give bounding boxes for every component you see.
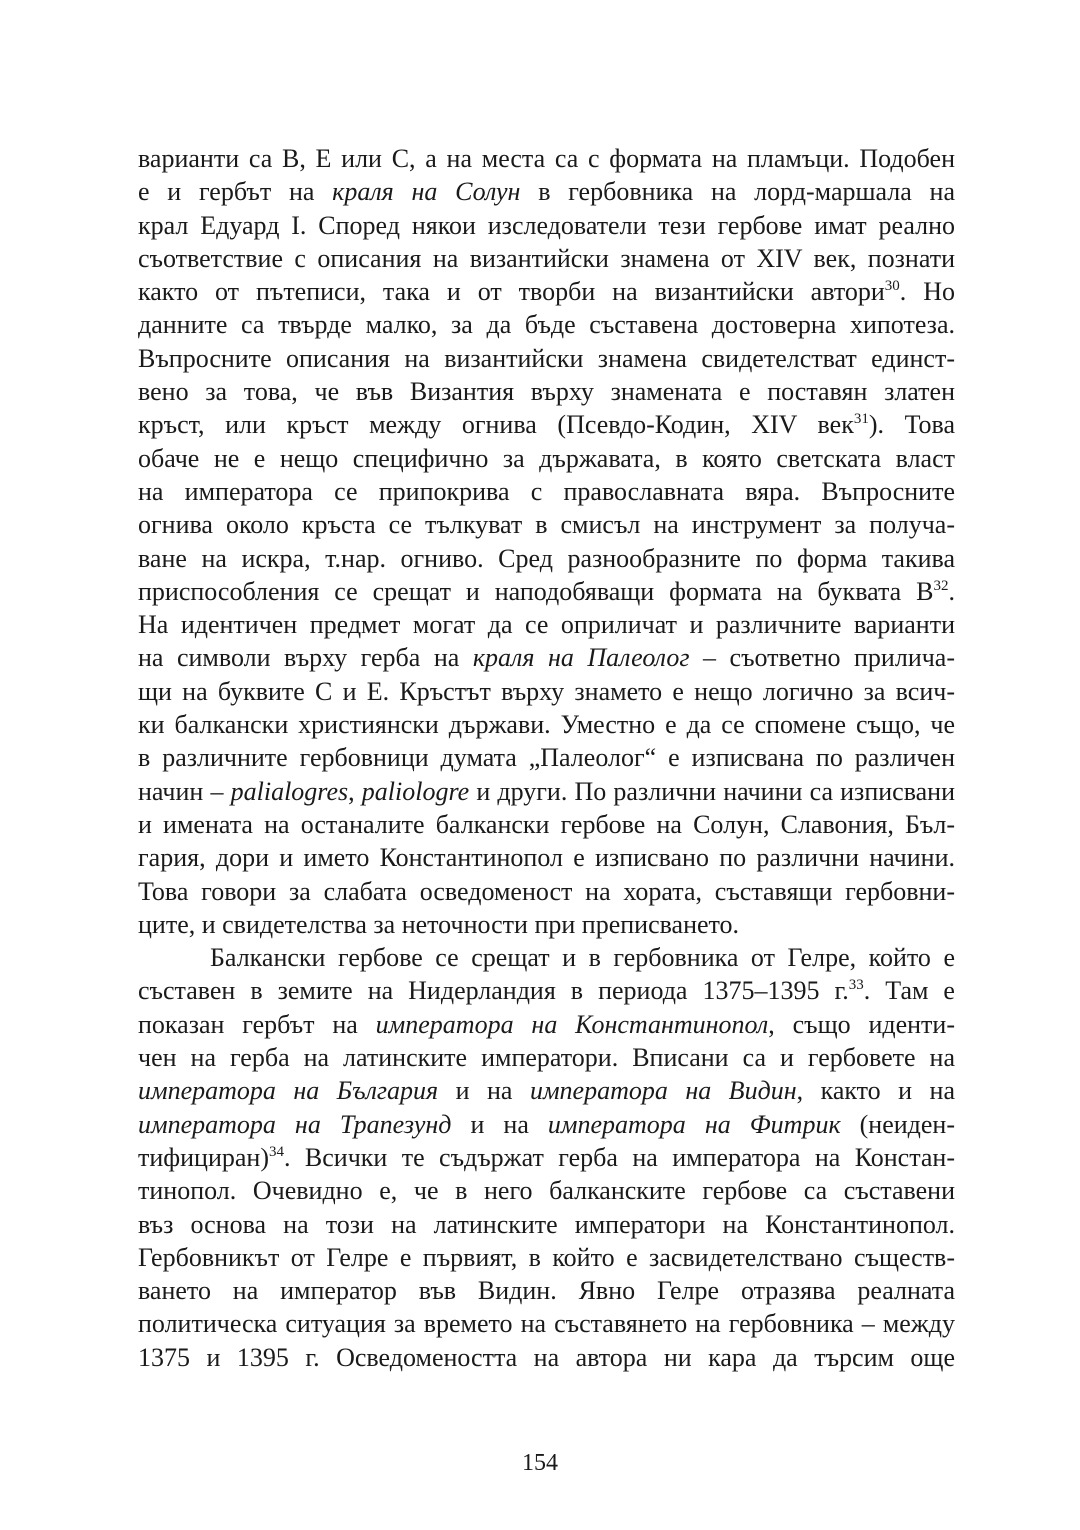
text-line [138, 974, 955, 1007]
text-line [138, 475, 955, 508]
italic-text: краля на Солун [332, 177, 521, 207]
text-segment: гария, дори и името Константинопол е изписвано по различни начини. [138, 843, 955, 873]
italic-text: императора на България [138, 1076, 439, 1106]
text-line [138, 1074, 955, 1107]
footnote-ref: 34 [268, 1143, 284, 1160]
text-segment: На идентичен предмет могат да се оприличат и различните варианти [138, 610, 955, 640]
text-line [138, 1307, 955, 1340]
text-line [138, 375, 955, 408]
text-line [138, 1041, 955, 1074]
text-segment: чен на герба на латинските императори. Вписани са и гербовете на [138, 1043, 955, 1073]
text-line [138, 542, 955, 575]
footnote-ref: 31 [853, 411, 869, 428]
text-segment: , [348, 776, 362, 806]
text-segment: тинопол. Очевидно е, че в него балканските гербове са съставени [138, 1176, 955, 1206]
text-segment: и на [438, 1076, 530, 1106]
text-segment: Гербовникът от Гелре е първият, в който е засвидетелствано съществ- [138, 1242, 955, 1272]
text-segment: ки балкански християнски държави. Уместно е да се спомене също, че [138, 710, 955, 740]
text-line [138, 1174, 955, 1207]
italic-text: императора на Фитрик [547, 1109, 841, 1139]
text-segment: Въпросните описания на византийски знамена свидетелстват единст- [138, 343, 955, 373]
footnote-ref: 32 [933, 577, 949, 594]
text-line [138, 808, 955, 841]
text-block [138, 142, 955, 1374]
text-segment: политическа ситуация за времето на съставянето на гербовника – между [138, 1309, 955, 1339]
text-segment: 1375 и 1395 г. Осведомеността на автора ни кара да търсим още [138, 1342, 955, 1372]
text-segment: съставен в земите на Нидерландия в периода 1375–1395 г. [138, 976, 849, 1006]
text-segment: ). Това [868, 410, 955, 440]
italic-text: императора на Константинопол [375, 1009, 769, 1039]
text-line [138, 1241, 955, 1274]
text-segment: в гербовника на лорд-маршала на [520, 177, 955, 207]
text-line [138, 608, 955, 641]
text-segment: начин – [138, 776, 231, 806]
text-segment: . Но [899, 277, 956, 307]
text-segment: . Всички те съдържат герба на императора на Констан- [283, 1142, 955, 1172]
text-line [138, 408, 955, 441]
page-number: 154 [522, 1450, 558, 1476]
footnote-ref: 33 [848, 977, 864, 994]
text-line [138, 209, 955, 242]
text-segment: , също иденти- [768, 1009, 955, 1039]
text-line [138, 741, 955, 774]
text-line [138, 342, 955, 375]
text-line [138, 675, 955, 708]
text-segment: на символи върху герба на [138, 643, 473, 673]
italic-text: императора на Трапезунд [138, 1109, 452, 1139]
text-segment: на императора се припокрива с православната вяра. Въпросните [138, 476, 955, 506]
text-segment: показан гербът на [138, 1009, 376, 1039]
text-segment: варианти са B, E или C, а на места са с формата на пламъци. Подобен [138, 144, 955, 173]
text-segment: данните са твърде малко, за да бъде съставена достоверна хипотеза. [138, 310, 955, 340]
text-segment: огнива около кръста се тълкуват в смисъл на инструмент за получа- [138, 510, 955, 540]
text-line [138, 1141, 955, 1174]
italic-text: императора на Видин [529, 1076, 797, 1106]
text-segment: Балкански гербове се срещат и в гербовника от Гелре, който е [210, 943, 955, 973]
text-segment: ването на император във Видин. Явно Гелре отразява реалната [138, 1276, 955, 1306]
text-line [138, 442, 955, 475]
text-line [138, 875, 955, 908]
text-line [138, 775, 955, 808]
text-line [138, 175, 955, 208]
text-line [138, 242, 955, 275]
text-segment: . [948, 576, 955, 606]
text-segment: . Там е [863, 976, 955, 1006]
text-line [138, 1274, 955, 1307]
text-segment: и на [451, 1109, 548, 1139]
paragraph-last-line [138, 908, 955, 941]
text-line [138, 275, 955, 308]
text-segment: кръст, или кръст между огнива (Псевдо-Кодин, XIV век [138, 410, 854, 440]
text-segment: както от пътеписи, така и от творби на византийски автори [138, 277, 885, 307]
text-segment: Това говори за слабата осведоменост на хората, съставящи гербовни- [138, 876, 955, 906]
italic-text: paliologre [361, 776, 470, 806]
text-segment: е и гербът на [138, 177, 333, 207]
text-segment: и други. По различни начини са изписвани [469, 776, 955, 806]
italic-text: palialogres [230, 776, 349, 806]
text-line [138, 641, 955, 674]
text-line [138, 1341, 955, 1374]
text-segment: съответствие с описания на византийски знамена от XIV век, познати [138, 243, 955, 273]
text-segment: и имената на останалите балкански гербове на Солун, Славония, Бъл- [138, 809, 955, 839]
text-segment: вено за това, че във Византия върху знамената е поставян златен [138, 377, 955, 407]
text-segment: ците, и свидетелства за неточности при преписването. [138, 909, 740, 939]
footnote-ref: 30 [884, 278, 900, 295]
text-line [138, 1108, 955, 1141]
text-line [138, 841, 955, 874]
text-segment: (неиден- [840, 1109, 956, 1139]
text-line [138, 508, 955, 541]
text-line [138, 708, 955, 741]
text-segment: крал Едуард I. Според някои изследователи тези гербове имат реално [138, 210, 955, 240]
text-line [138, 142, 955, 175]
text-segment: тифициран) [138, 1142, 269, 1172]
text-segment: приспособления се срещат и наподобяващи формата на буквата B [138, 576, 934, 606]
paragraph-first-line [138, 941, 955, 974]
text-segment: обаче не е нещо специфично за държавата, в която светската власт [138, 443, 955, 473]
text-segment: щи на буквите C и E. Кръстът върху знамето е нещо логично за всич- [138, 676, 955, 706]
text-segment: в различните гербовници думата „Палеолог“ е изписвана по различен [138, 743, 955, 773]
italic-text: краля на Палеолог [472, 643, 690, 673]
text-segment: ване на искра, т.нар. огниво. Сред разнообразните по форма такива [138, 543, 955, 573]
text-line [138, 1208, 955, 1241]
text-line [138, 1008, 955, 1041]
text-line [138, 308, 955, 341]
text-line [138, 575, 955, 608]
text-segment: – съответно прилича- [689, 643, 956, 673]
text-segment: , както и на [796, 1076, 955, 1106]
text-segment: въз основа на този на латинските императори на Константинопол. [138, 1209, 955, 1239]
